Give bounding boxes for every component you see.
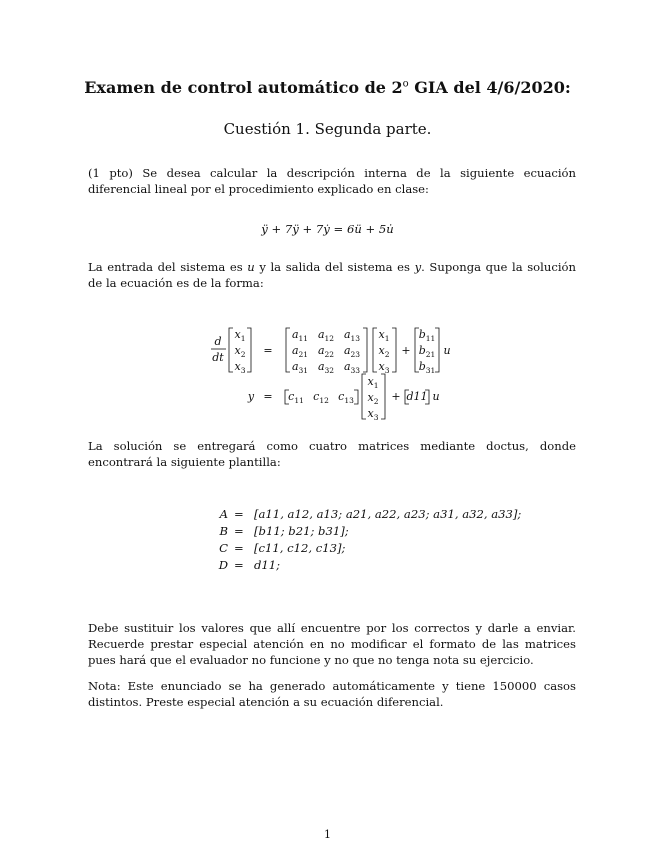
template-lhs: B	[219, 524, 228, 538]
d-scalar: d11	[406, 390, 428, 403]
derivative-dt: dt	[212, 351, 224, 364]
template-rhs: [c11, c12, c13];	[254, 541, 346, 555]
x-entry: $x_2$	[234, 344, 246, 359]
state-vector-lhs	[235, 328, 246, 375]
page-number: 1	[324, 828, 331, 841]
a-entry: $a_{21}$	[291, 344, 309, 359]
note-part2: y la salida del sistema es	[254, 260, 415, 274]
c-entry: $c_{11}$	[288, 390, 304, 405]
template-rhs: [b11; b21; b31];	[254, 524, 349, 538]
c-entry: $c_{12}$	[313, 390, 329, 405]
bracket-right	[435, 328, 439, 372]
output-y: y	[247, 390, 255, 403]
x-entry: $x_1$	[367, 375, 379, 390]
a-entry: $a_{23}$	[343, 344, 361, 359]
title-superscript: o	[402, 78, 409, 90]
b-entry: $b_{11}$	[418, 328, 436, 343]
title-prefix: Examen de control automático de 2	[84, 78, 403, 97]
a-matrix	[292, 328, 360, 375]
input-u: u	[432, 390, 440, 403]
bracket-left	[373, 328, 377, 372]
a-entry: $a_{32}$	[317, 360, 335, 375]
template-eq: =	[234, 558, 244, 572]
differential-equation: ÿ + 7ÿ + 7ẏ = 6ü + 5u̇	[261, 222, 394, 236]
note-part3: . Suponga que la solución de la ecuación es de la forma:	[88, 260, 576, 290]
question-subtitle: Cuestión 1. Segunda parte.	[223, 120, 432, 138]
bracket-right	[392, 328, 396, 372]
template-rhs: [a11, a12, a13; a21, a22, a23; a31, a32, a33];	[254, 507, 522, 521]
template-rhs: d11;	[254, 558, 281, 572]
template-eq: =	[234, 524, 244, 538]
intro-paragraph: (1 pto) Se desea calcular la descripción interna de la siguiente ecuación diferencial lineal por el procedimiento explicado en clase:	[88, 166, 576, 196]
b-entry: $b_{21}$	[418, 344, 436, 359]
template-eq: =	[234, 507, 244, 521]
plus-sign: +	[391, 390, 401, 403]
derivative-d: d	[214, 335, 222, 348]
bracket-right	[363, 328, 367, 372]
template-lhs: A	[219, 507, 228, 521]
title-suffix: GIA del 4/6/2020:	[408, 78, 571, 97]
x-entry: $x_2$	[378, 344, 390, 359]
template-lhs: C	[219, 541, 228, 555]
bracket-right	[381, 374, 385, 419]
x-entry: $x_3$	[367, 407, 379, 422]
bracket-left	[229, 328, 233, 372]
template-eq: =	[234, 541, 244, 555]
b-vector	[419, 328, 436, 375]
a-entry: $a_{13}$	[343, 328, 361, 343]
c-row	[288, 390, 354, 405]
x-entry: $x_1$	[234, 328, 246, 343]
state-vector-output	[368, 375, 379, 422]
a-entry: $a_{31}$	[291, 360, 309, 375]
b-entry: $b_{31}$	[418, 360, 436, 375]
input-variable: u	[247, 260, 255, 274]
template-lhs: D	[218, 558, 228, 572]
a-entry: $a_{12}$	[317, 328, 335, 343]
note-part1: La entrada del sistema es	[88, 260, 248, 274]
equals-sign: =	[263, 390, 273, 403]
output-variable: y	[414, 260, 422, 274]
bracket-left	[362, 374, 366, 419]
bracket-right	[247, 328, 251, 372]
note-paragraph: Nota: Este enunciado se ha generado automáticamente y tiene 150000 casos distintos. Preste especial atención a su ecuación diferencial.	[88, 679, 576, 709]
a-entry: $a_{33}$	[343, 360, 361, 375]
plus-sign: +	[401, 344, 411, 357]
x-entry: $x_3$	[234, 360, 246, 375]
a-entry: $a_{11}$	[291, 328, 309, 343]
equals-sign: =	[263, 344, 273, 357]
bracket-right	[354, 390, 358, 404]
input-u: u	[443, 344, 451, 357]
instructions-paragraph: Debe sustituir los valores que allí encuentre por los correctos y darle a enviar. Recuerde prestar especial atención en no modificar el formato de las matrices pues hará que el evaluador no funcione y no que no tenga nota su ejercicio.	[88, 621, 576, 667]
x-entry: $x_2$	[367, 391, 379, 406]
state-vector-rhs	[379, 328, 390, 375]
c-entry: $c_{13}$	[338, 390, 354, 405]
bracket-left	[286, 328, 290, 372]
a-entry: $a_{22}$	[317, 344, 335, 359]
solution-note-paragraph: La solución se entregará como cuatro matrices mediante doctus, donde encontrará la siguiente plantilla:	[88, 439, 576, 469]
x-entry: $x_3$	[378, 360, 390, 375]
x-entry: $x_1$	[378, 328, 390, 343]
